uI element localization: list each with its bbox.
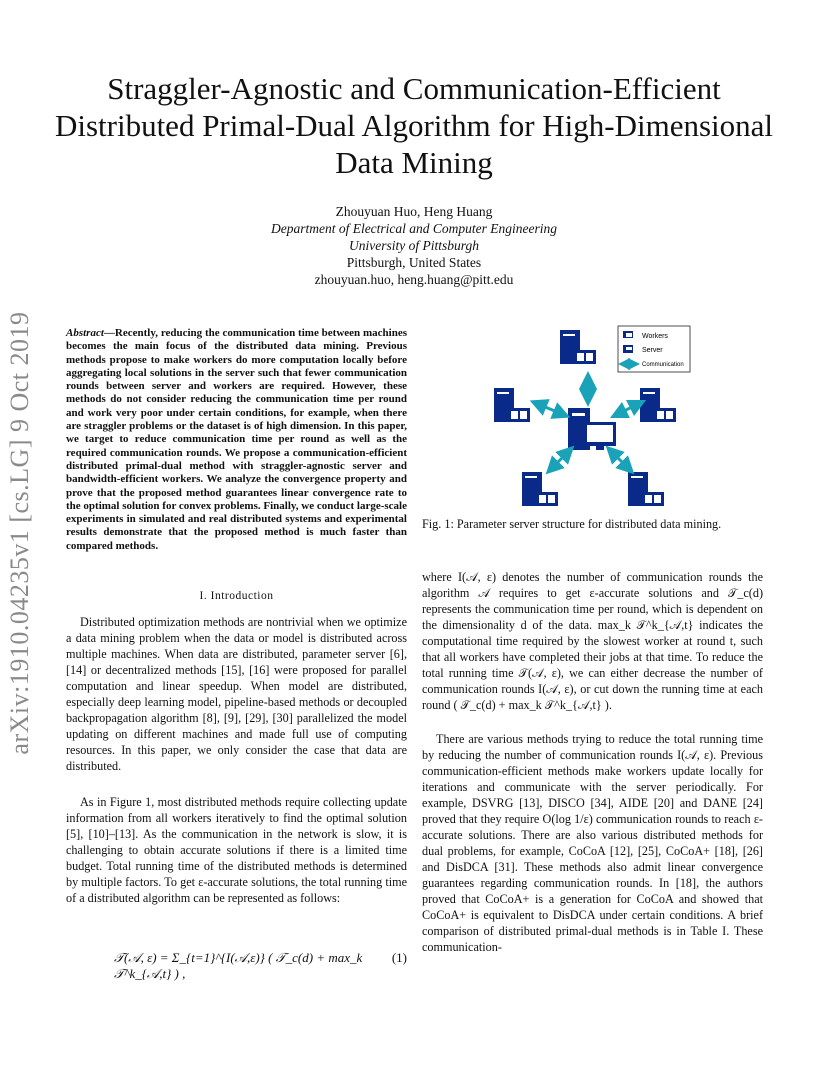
worker-left — [494, 388, 530, 422]
equation-1-body: 𝒯(𝒜, ε) = Σ_{t=1}^{I(𝒜,ε)} ( 𝒯_c(d) + max_k 𝒯^k_{𝒜,t} ) , — [114, 950, 363, 981]
section-heading-introduction: I. Introduction — [199, 590, 274, 602]
legend-communication-label: Communication — [642, 362, 684, 368]
worker-right — [640, 388, 676, 422]
communication-arrow-left — [538, 404, 562, 414]
intro-paragraph-1: Distributed optimization methods are nontrivial when we optimize a data mining problem when the data or model is distributed across multiple machines. When data are distributed, parameter server [6], [14] or decentralized methods [15], [16] were proposed for parallel computation and linear speedup. When model are distributed, especially deep learning model, pipeline-based methods or decoupled backpropagation algorithm [8], [9], [29], [30] parallelized the model updating on different machines and made full use of computing resources. In this paper, we only consider the case that data are distributed. — [66, 615, 407, 773]
abstract-lead: Abstract — [66, 327, 104, 339]
communication-arrow-bottom-left — [552, 452, 568, 468]
worker-bottom-right — [628, 472, 664, 506]
figure-caption: Fig. 1: Parameter server structure for distributed data mining. — [422, 517, 722, 531]
worker-top — [560, 330, 596, 364]
worker-bottom-left — [522, 472, 558, 506]
legend-server-label: Server — [642, 347, 663, 354]
author-emails: zhouyuan.huo, heng.huang@pitt.edu — [314, 272, 514, 287]
right-paragraph-1: where I(𝒜, ε) denotes the number of communication rounds the algorithm 𝒜 requires to get ε-accurate solutions and 𝒯_c(d) represents the communication time per round, which is dependent on the dimensionality d of the data. max_k 𝒯^k_{𝒜,t} indicates the computational time required by the slowest worker at round t, such that all workers have completed their jobs at that time. To reduce the total running time 𝒯(𝒜, ε), we can either decrease the number of communication rounds I(𝒜, ε), or cut down the running time at each round ( 𝒯_c(d) + max_k 𝒯^k_{𝒜,t} ). — [422, 570, 763, 712]
right-paragraph-2: There are various methods trying to reduce the total running time by reducing the number of communication rounds I(𝒜, ε). Previous communication-efficient methods make workers update locally for iterations and communicate with the server periodically. For example, DSVRG [13], DISCO [34], AIDE [20] and DANE [24] proved that they require O(log 1/ε) communication rounds to reach ε-accurate solutions. There are also various distributed methods for dual problems, for example, CoCoA [12], [25], CoCoA+ [18], [26] and DisDCA [31]. These methods also admit linear convergence guarantees regarding communication rounds. In [18], the authors proved that CoCoA+ is a generation for CoCoA and showed that CoCoA+ is equivalent to DisDCA under certain conditions. A brief comparison of distributed primal-dual methods is in Table I. These communication- — [422, 732, 763, 954]
author-names: Zhouyuan Huo, Heng Huang — [335, 204, 493, 219]
author-university: University of Pittsburgh — [349, 238, 479, 253]
legend-server-icon — [623, 345, 633, 353]
figure-diagram — [472, 322, 702, 512]
intro-paragraph-2: As in Figure 1, most distributed methods require collecting update information from all workers iteratively to find the optimal solution [5], [10]–[13]. As the communication in the network is slow, it is challenging to obtain accurate solutions if there is a limited time budget. Total running time of the distributed methods is determined by multiple factors. To get ε-accurate solutions, the total running time of a distributed algorithm can be represented as follows: — [66, 795, 407, 905]
author-block — [40, 203, 788, 288]
equation-1-number: (1) — [391, 950, 407, 965]
abstract — [66, 327, 407, 553]
legend-workers-label: Workers — [642, 333, 668, 340]
figure-parameter-server — [472, 322, 702, 512]
communication-arrow-bottom-right — [612, 452, 628, 468]
paper-title: Straggler-Agnostic and Communication-Efficient Distributed Primal-Dual Algorithm for High-Dimensional Data Mining — [54, 71, 774, 180]
arxiv-identifier-stamp: arXiv:1910.04235v1 [cs.LG] 9 Oct 2019 — [5, 311, 34, 755]
equation-1 — [66, 940, 407, 980]
legend-workers-icon — [623, 331, 633, 338]
abstract-text: —Recently, reducing the communication time between machines becomes the main focus of the distributed data mining. Previous methods propose to make workers do more computation locally before aggregating local solutions in the server such that fewer communication rounds between server and workers are required. However, these methods do not consider reducing the communication time per round and work very poor under certain conditions, for example, when there are straggler problems or the dataset is of high dimension. In this paper, we target to reduce communication time per round as well as the required communication rounds. We propose a communication-efficient distributed primal-dual method with straggler-agnostic server and bandwidth-efficient workers. We analyze the convergence property and prove that the proposed method guarantees linear convergence rate to the optimal solution for convex problems. Finally, we conduct large-scale experiments in simulated and real distributed systems and experimental results demonstrate that the proposed method is much faster than compared methods. — [66, 327, 407, 552]
author-location: Pittsburgh, United States — [346, 255, 482, 270]
communication-arrow-right — [618, 404, 638, 414]
server-machine — [568, 408, 616, 450]
author-department: Department of Electrical and Computer Engineering — [270, 221, 558, 236]
